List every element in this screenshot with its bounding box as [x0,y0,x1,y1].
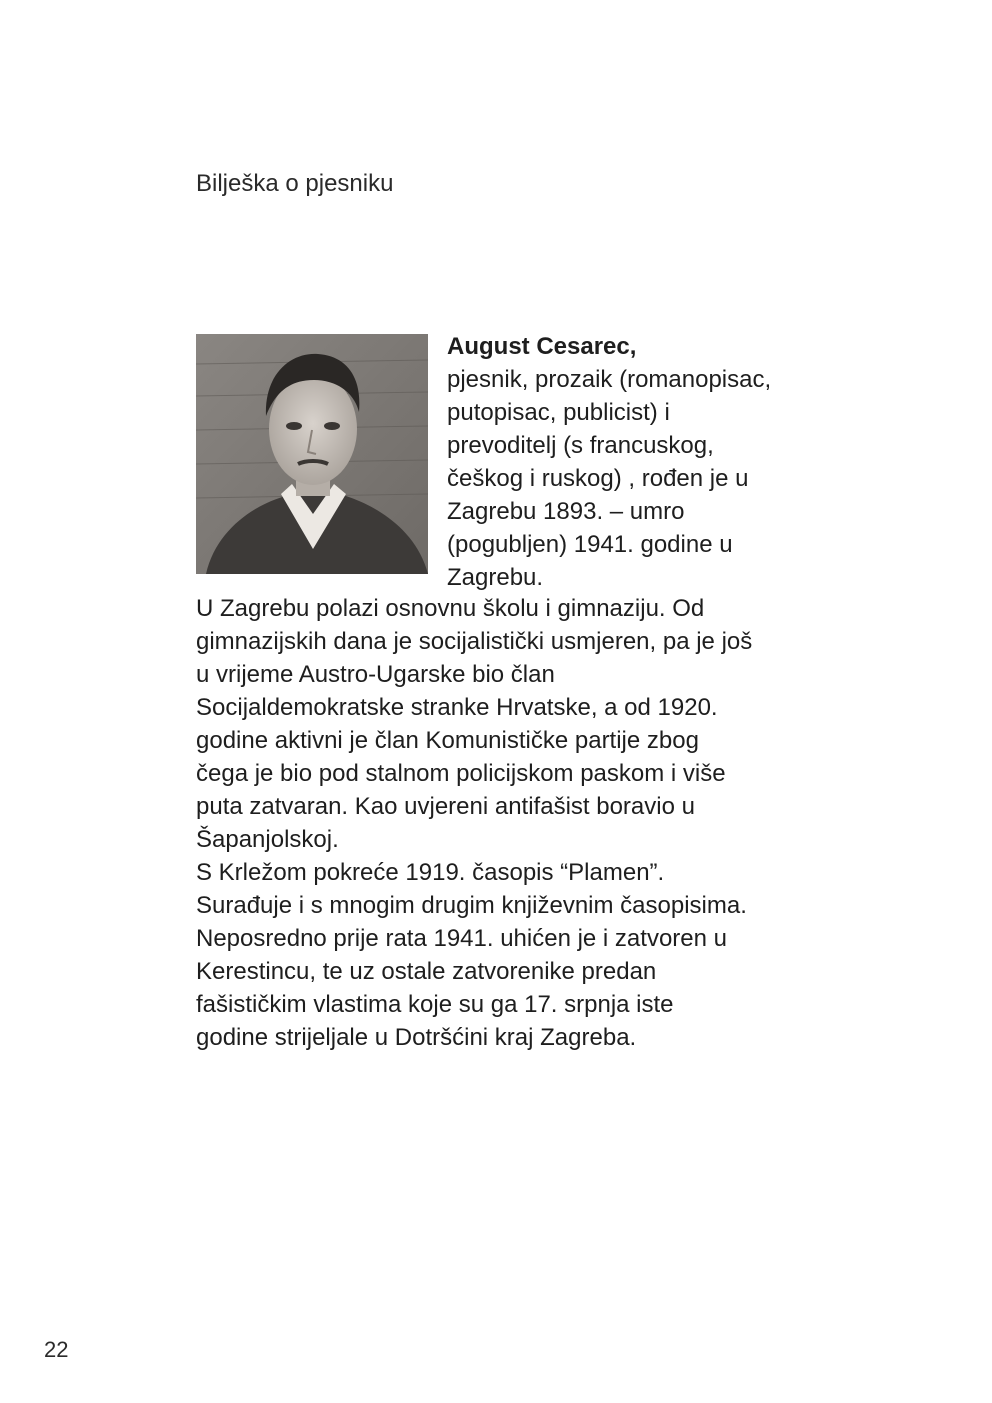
body-line: puta zatvaran. Kao uvjereni antifašist boravio u [196,793,695,820]
body-line: fašističkim vlastima koje su ga 17. srpnja iste [196,991,674,1018]
body-line: gimnazijskih dana je socijalistički usmjeren, pa je još [196,628,753,655]
body-line: Kerestincu, te uz ostale zatvorenike predan [196,958,657,985]
intro-line: Zagrebu. [447,564,544,591]
page-number: 22 [44,1337,69,1362]
body-line: godine aktivni je član Komunističke partije zbog [196,727,699,754]
page-title: Bilješka o pjesniku [196,170,394,197]
biography-text [196,592,856,1054]
body-line: čega je bio pod stalnom policijskom paskom i više [196,760,726,787]
body-line: Šapanjolskoj. [196,826,339,853]
portrait-photo [196,334,428,574]
body-line: u vrijeme Austro-Ugarske bio član [196,661,555,688]
body-line: godine strijeljale u Dotršćini kraj Zagreba. [196,1024,637,1051]
intro-line: Zagrebu 1893. – umro [447,498,685,525]
body-line: Surađuje i s mnogim drugim književnim časopisima. [196,892,747,919]
intro-line: češkog i ruskog) , rođen je u [447,465,749,492]
intro-line: pjesnik, prozaik (romanopisac, [447,366,772,393]
body-line: Socijaldemokratske stranke Hrvatske, a od 1920. [196,694,718,721]
body-line: S Krležom pokreće 1919. časopis “Plamen”. [196,859,665,886]
body-line: U Zagrebu polazi osnovnu školu i gimnaziju. Od [196,595,705,622]
intro-line: (pogubljen) 1941. godine u [447,531,733,558]
author-name: August Cesarec, [447,333,637,360]
intro-line: prevoditelj (s francuskog, [447,432,714,459]
body-line: Neposredno prije rata 1941. uhićen je i zatvoren u [196,925,727,952]
intro-block [447,330,867,594]
intro-line: putopisac, publicist) i [447,399,670,426]
